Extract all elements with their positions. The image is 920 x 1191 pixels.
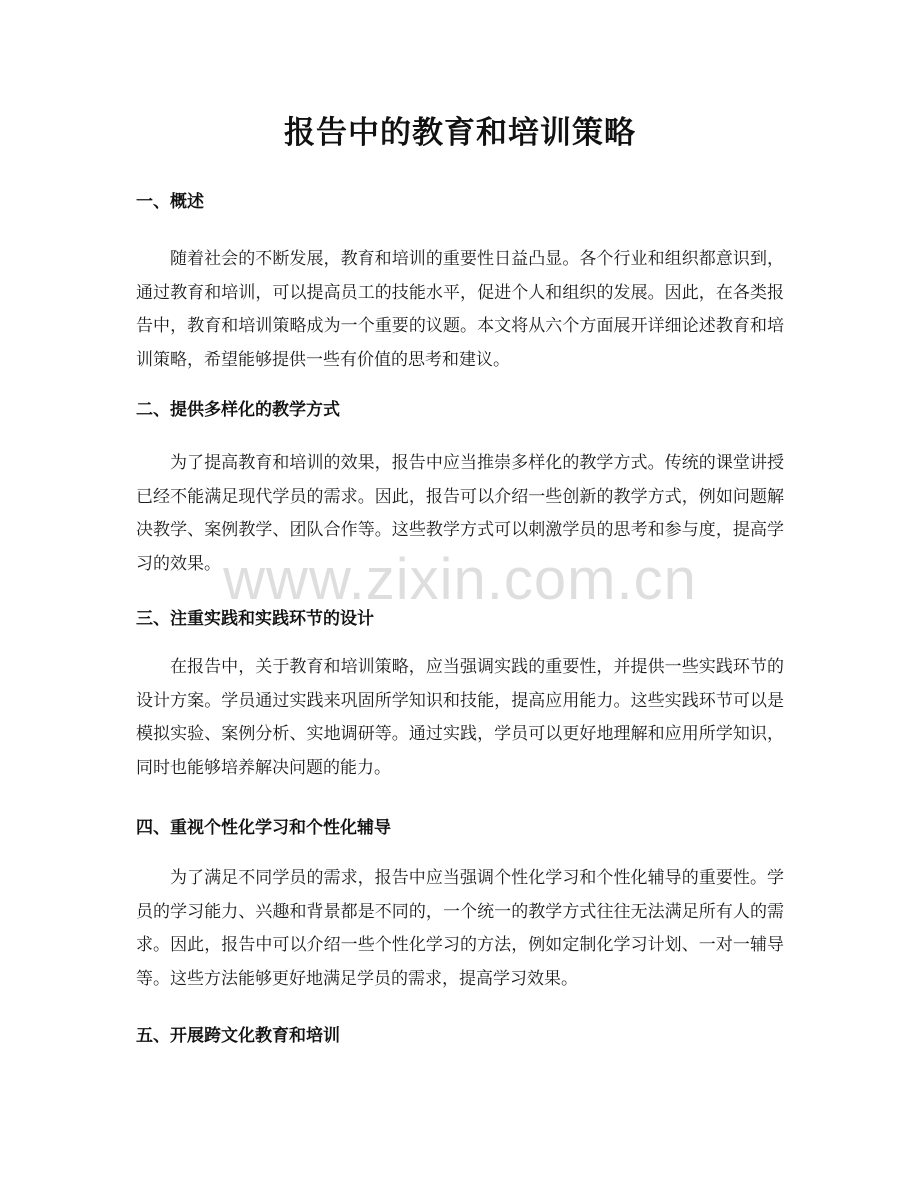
section-heading-practice-design: 三、注重实践和实践环节的设计 bbox=[136, 609, 374, 629]
watermark: www.zixin.com.cn bbox=[223, 547, 697, 612]
section-heading-cross-cultural: 五、开展跨文化教育和培训 bbox=[136, 1026, 340, 1046]
section-body-teaching-methods: 为了提高教育和培训的效果，报告中应当推崇多样化的教学方式。传统的课堂讲授已经不能满足现代学员的需求。因此，报告可以介绍一些创新的教学方式，例如问题解决教学、案例教学、团队合作等。这些教学方式可以刺激学员的思考和参与度，提高学习的效果。 bbox=[136, 453, 784, 574]
section-body-practice-design: 在报告中，关于教育和培训策略，应当强调实践的重要性，并提供一些实践环节的设计方案。学员通过实践来巩固所学知识和技能，提高应用能力。这些实践环节可以是模拟实验、案例分析、实地调研等。通过实践，学员可以更好地理解和应用所学知识，同时也能够培养解决问题的能力。 bbox=[136, 657, 784, 778]
section-heading-personalized-learning: 四、重视个性化学习和个性化辅导 bbox=[136, 818, 391, 838]
section-body-personalized-learning: 为了满足不同学员的需求，报告中应当强调个性化学习和个性化辅导的重要性。学员的学习能力、兴趣和背景都是不同的，一个统一的教学方式往往无法满足所有人的需求。因此，报告中可以介绍一些个性化学习的方法，例如定制化学习计划、一对一辅导等。这些方法能够更好地满足学员的需求，提高学习效果。 bbox=[136, 868, 784, 989]
section-body-overview: 随着社会的不断发展，教育和培训的重要性日益凸显。各个行业和组织都意识到，通过教育和培训，可以提高员工的技能水平，促进个人和组织的发展。因此，在各类报告中，教育和培训策略成为一个重要的议题。本文将从六个方面展开详细论述教育和培训策略，希望能够提供一些有价值的思考和建议。 bbox=[136, 249, 784, 370]
section-heading-overview: 一、概述 bbox=[136, 192, 204, 212]
document-title: 报告中的教育和培训策略 bbox=[284, 115, 636, 151]
section-heading-teaching-methods: 二、提供多样化的教学方式 bbox=[136, 400, 340, 420]
